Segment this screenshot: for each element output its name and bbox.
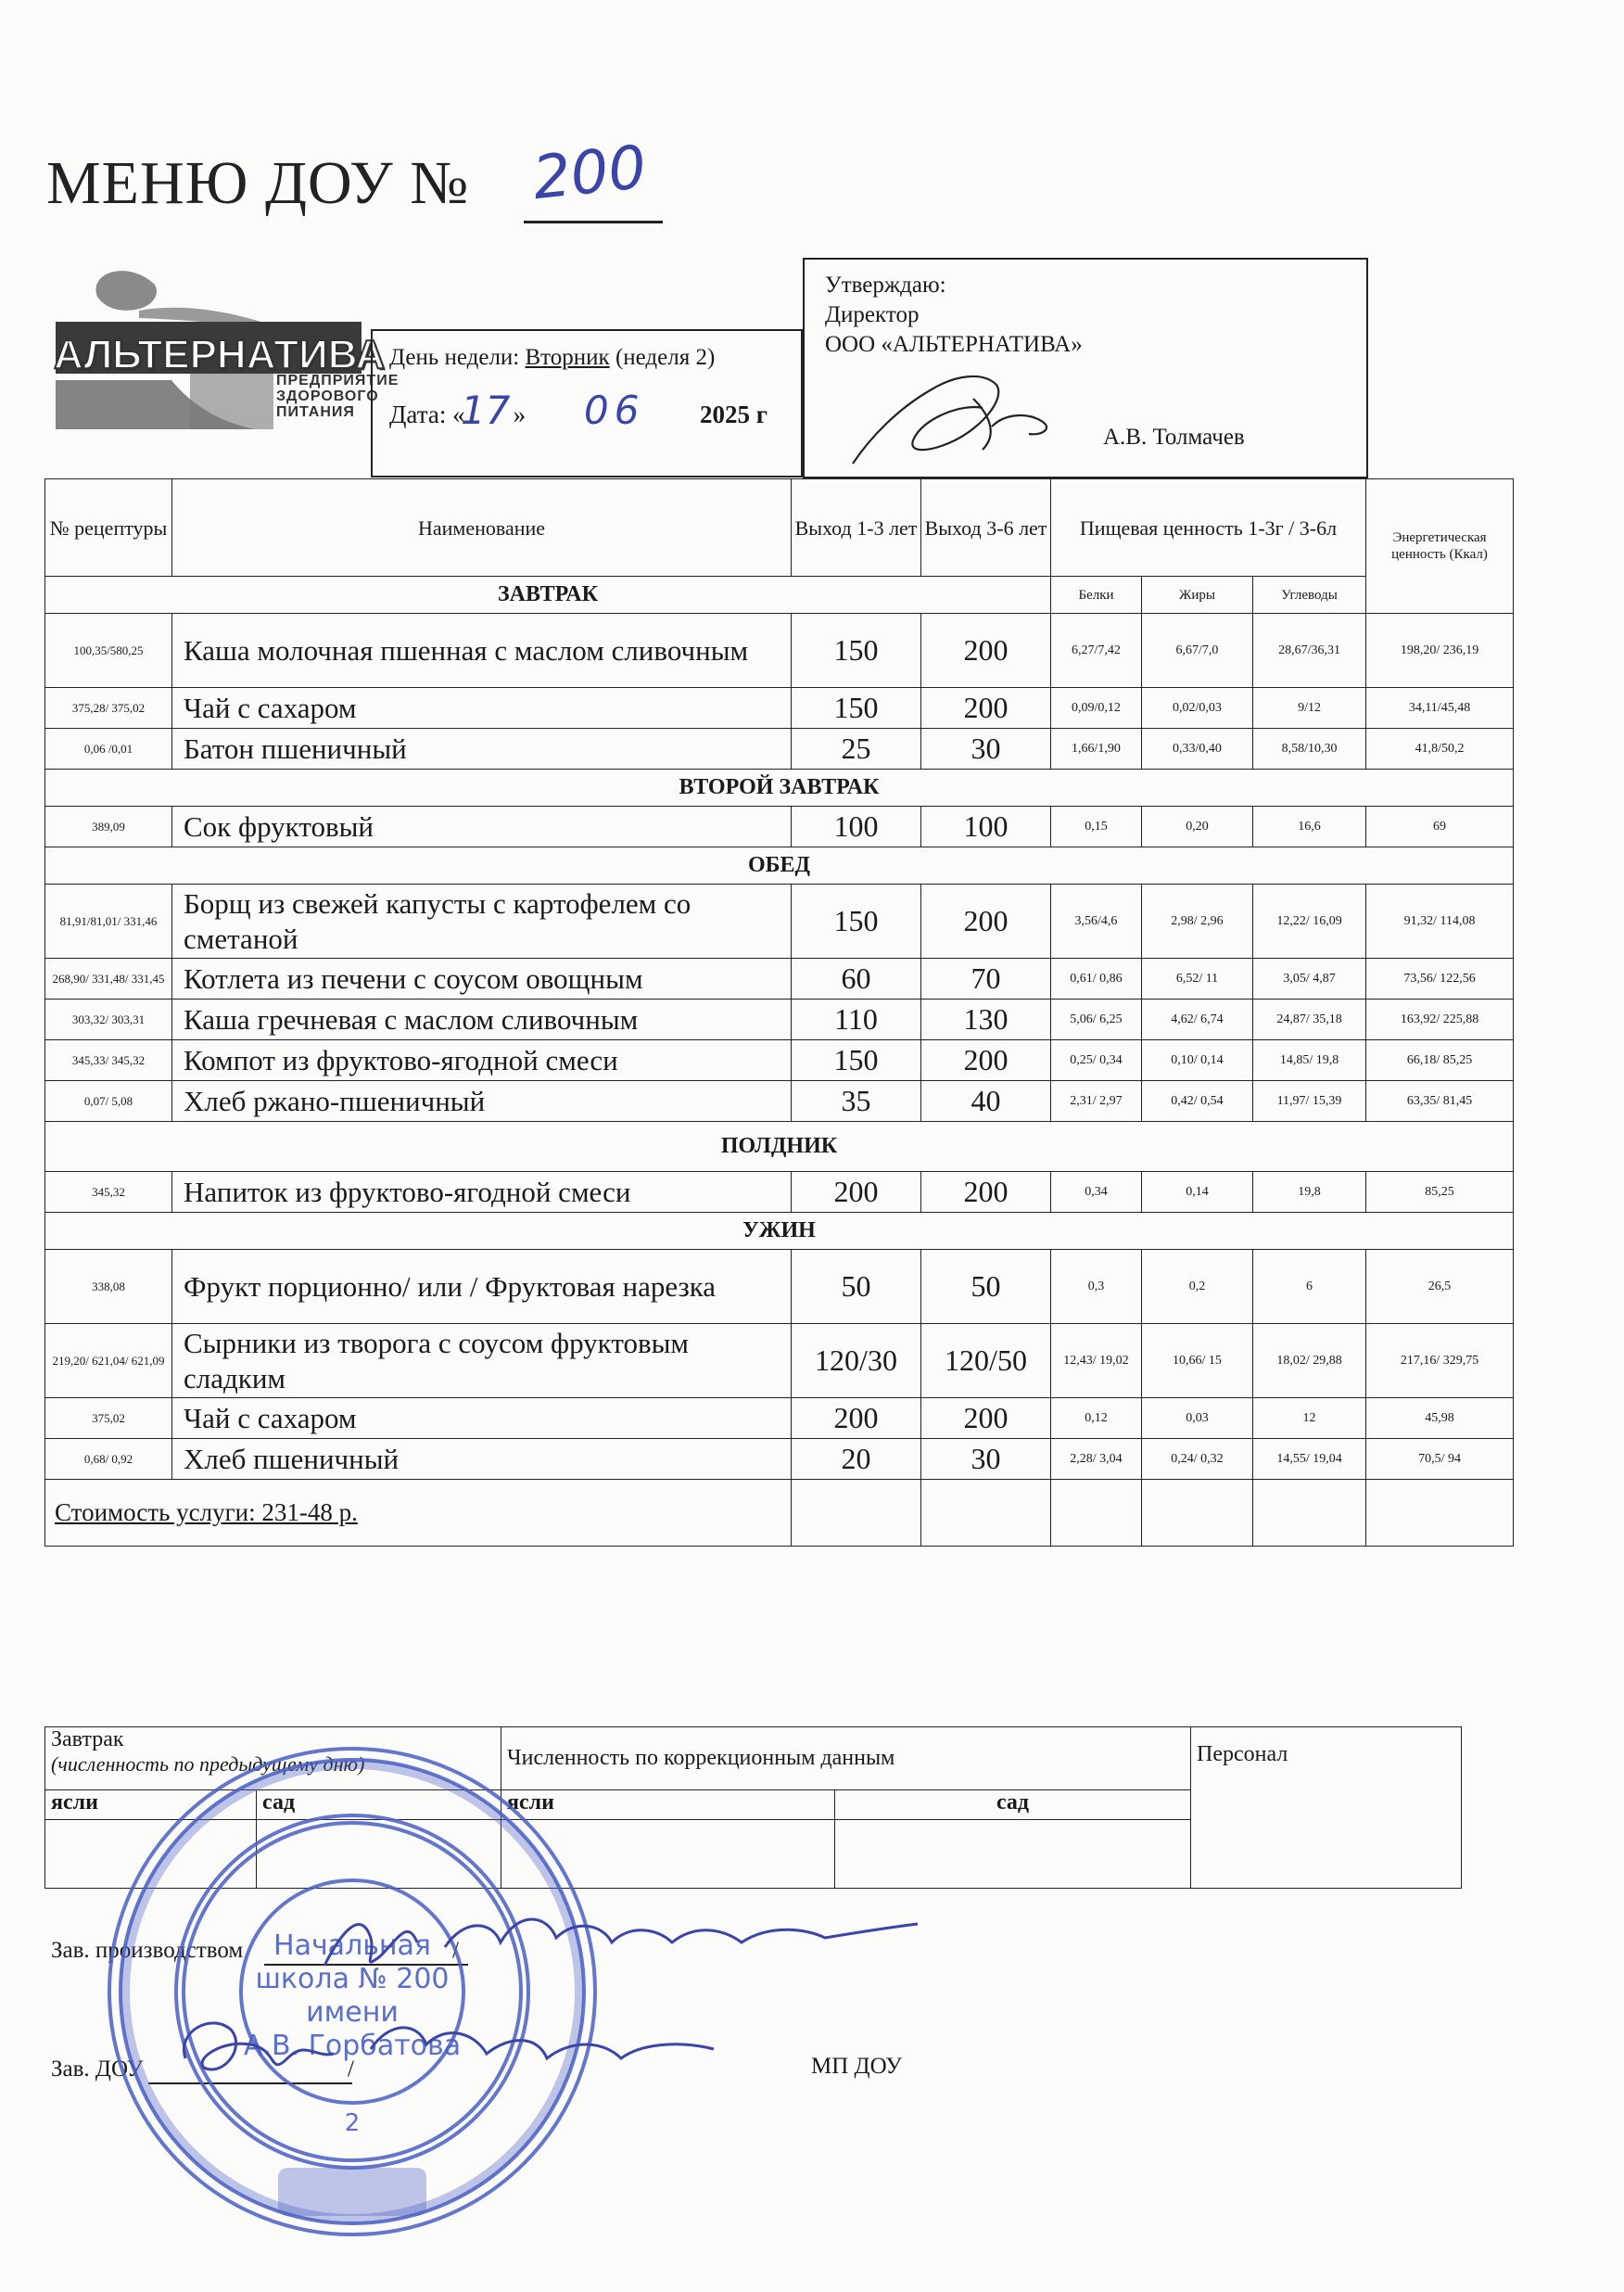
energy-value: 91,32/ 114,08 <box>1366 885 1514 959</box>
dish-name: Фрукт порционно/ или / Фруктовая нарезка <box>172 1250 792 1324</box>
proteins-value: 6,27/7,42 <box>1051 614 1142 688</box>
yield-big: 30 <box>921 729 1051 770</box>
carbs-value: 28,67/36,31 <box>1253 614 1366 688</box>
dish-name: Компот из фруктово-ягодной смеси <box>172 1040 792 1081</box>
carbs-value: 8,58/10,30 <box>1253 729 1366 770</box>
stamp-text-line: школа № 200 <box>255 1963 450 1995</box>
day-of-week <box>389 345 715 371</box>
day-label: День недели: <box>389 345 520 370</box>
menu-item-row <box>45 1040 1514 1081</box>
seal-place-label: МП ДОУ <box>811 2054 902 2079</box>
logo-subtitle-line: ЗДОРОВОГО <box>276 388 379 404</box>
yield-big: 100 <box>921 807 1051 847</box>
yield-small: 20 <box>792 1439 921 1480</box>
fats-value: 0,10/ 0,14 <box>1142 1040 1253 1081</box>
yield-small: 60 <box>792 959 921 1000</box>
correction-count-title: Численность по коррекционным данным <box>501 1727 1191 1790</box>
fats-value: 0,20 <box>1142 807 1253 847</box>
menu-item-row <box>45 614 1514 688</box>
recipe-number: 100,35/580,25 <box>45 614 172 688</box>
dish-name: Чай с сахаром <box>172 1398 792 1439</box>
menu-item-row <box>45 885 1514 959</box>
staff-count-title: Персонал <box>1191 1727 1462 1889</box>
yield-small: 35 <box>792 1081 921 1122</box>
fats-value: 0,14 <box>1142 1172 1253 1213</box>
section-row <box>45 577 1514 614</box>
proteins-value: 0,61/ 0,86 <box>1051 959 1142 1000</box>
date-label: Дата: « <box>389 401 465 428</box>
director-signature <box>844 362 1066 473</box>
menu-number-underline <box>524 221 663 223</box>
section-row <box>45 1122 1514 1172</box>
recipe-number: 219,20/ 621,04/ 621,09 <box>45 1324 172 1398</box>
fats-value: 0,42/ 0,54 <box>1142 1081 1253 1122</box>
dish-name: Сок фруктовый <box>172 807 792 847</box>
logo-subtitle-line: ПРЕДПРИЯТИЕ <box>276 373 400 388</box>
dish-name: Каша гречневая с маслом сливочным <box>172 1000 792 1040</box>
yield-big: 200 <box>921 688 1051 729</box>
proteins-value: 3,56/4,6 <box>1051 885 1142 959</box>
header-yield-big: Выход 3-6 лет <box>921 479 1051 577</box>
menu-table <box>44 478 1514 1547</box>
correction-garden-value <box>835 1820 1191 1889</box>
dish-name: Батон пшеничный <box>172 729 792 770</box>
breakfast-count-note: (численность по предыдущему дню) <box>51 1752 365 1776</box>
dish-name: Чай с сахаром <box>172 688 792 729</box>
header-proteins: Белки <box>1051 577 1142 614</box>
fats-value: 6,52/ 11 <box>1142 959 1253 1000</box>
week-number: (неделя 2) <box>615 345 716 370</box>
yield-big: 120/50 <box>921 1324 1051 1398</box>
section-title: УЖИН <box>45 1213 1514 1250</box>
energy-value: 34,11/45,48 <box>1366 688 1514 729</box>
production-head-signature <box>306 1891 936 1993</box>
proteins-value: 2,28/ 3,04 <box>1051 1439 1142 1480</box>
empty-cell <box>1142 1480 1253 1547</box>
header-nutrition: Пищевая ценность 1-3г / 3-6л <box>1051 479 1366 577</box>
fats-value: 4,62/ 6,74 <box>1142 1000 1253 1040</box>
logo-subtitle-line: ПИТАНИЯ <box>276 404 355 420</box>
dou-head-label: Зав. ДОУ <box>51 2056 144 2082</box>
service-cost: Стоимость услуги: 231-48 р. <box>45 1480 792 1547</box>
empty-cell <box>1253 1480 1366 1547</box>
proteins-value: 0,25/ 0,34 <box>1051 1040 1142 1081</box>
energy-value: 73,56/ 122,56 <box>1366 959 1514 1000</box>
proteins-value: 2,31/ 2,97 <box>1051 1081 1142 1122</box>
date-month-handwritten: 06 <box>584 388 645 433</box>
dish-name: Хлеб пшеничный <box>172 1439 792 1480</box>
cost-row <box>45 1480 1514 1547</box>
menu-item-row <box>45 807 1514 847</box>
approval-line: Директор <box>825 302 920 327</box>
approval-text <box>825 271 1083 360</box>
dish-name: Хлеб ржано-пшеничный <box>172 1081 792 1122</box>
stamp-text-line: имени <box>306 1996 399 2029</box>
energy-value: 70,5/ 94 <box>1366 1439 1514 1480</box>
recipe-number: 375,02 <box>45 1398 172 1439</box>
recipe-number: 345,33/ 345,32 <box>45 1040 172 1081</box>
menu-item-row <box>45 1081 1514 1122</box>
carbs-value: 18,02/ 29,88 <box>1253 1324 1366 1398</box>
menu-table-body <box>45 479 1514 1547</box>
carbs-value: 11,97/ 15,39 <box>1253 1081 1366 1122</box>
proteins-value: 1,66/1,90 <box>1051 729 1142 770</box>
production-head-label: Зав. производством <box>51 1938 244 1963</box>
carbs-value: 19,8 <box>1253 1172 1366 1213</box>
section-row <box>45 770 1514 807</box>
yield-small: 150 <box>792 1040 921 1081</box>
recipe-number: 389,09 <box>45 807 172 847</box>
energy-value: 66,18/ 85,25 <box>1366 1040 1514 1081</box>
menu-item-row <box>45 1324 1514 1398</box>
fats-value: 0,33/0,40 <box>1142 729 1253 770</box>
fats-value: 0,24/ 0,32 <box>1142 1439 1253 1480</box>
yield-small: 100 <box>792 807 921 847</box>
section-title: ВТОРОЙ ЗАВТРАК <box>45 770 1514 807</box>
carbs-value: 14,85/ 19,8 <box>1253 1040 1366 1081</box>
logo-wordmark: АЛЬТЕРНАТИВА <box>54 332 386 377</box>
header-energy: Энергетическая ценность (Ккал) <box>1366 479 1514 614</box>
menu-number-handwritten: 200 <box>529 133 650 214</box>
fats-value: 2,98/ 2,96 <box>1142 885 1253 959</box>
energy-value: 69 <box>1366 807 1514 847</box>
yield-small: 200 <box>792 1398 921 1439</box>
empty-cell <box>1366 1480 1514 1547</box>
header-name: Наименование <box>172 479 792 577</box>
dish-name: Каша молочная пшенная с маслом сливочным <box>172 614 792 688</box>
section-title: ПОЛДНИК <box>45 1122 1514 1172</box>
yield-small: 110 <box>792 1000 921 1040</box>
menu-item-row <box>45 959 1514 1000</box>
yield-big: 30 <box>921 1439 1051 1480</box>
logo-subtitle <box>276 373 400 420</box>
director-name: А.В. Толмачев <box>1103 425 1245 450</box>
approval-line: ООО «АЛЬТЕРНАТИВА» <box>825 332 1083 357</box>
menu-item-row <box>45 1000 1514 1040</box>
header-recipe: № рецептуры <box>45 479 172 577</box>
date-day-handwritten: 17 <box>461 388 511 433</box>
menu-item-row <box>45 729 1514 770</box>
proteins-value: 0,3 <box>1051 1250 1142 1324</box>
fats-value: 0,03 <box>1142 1398 1253 1439</box>
breakfast-count-title: Завтрак <box>51 1727 124 1751</box>
energy-value: 41,8/50,2 <box>1366 729 1514 770</box>
page-title: МЕНЮ ДОУ № <box>46 149 470 217</box>
energy-value: 45,98 <box>1366 1398 1514 1439</box>
energy-value: 63,35/ 81,45 <box>1366 1081 1514 1122</box>
fats-value: 0,02/0,03 <box>1142 688 1253 729</box>
yield-big: 200 <box>921 1398 1051 1439</box>
stamp-text-line: Начальная <box>273 1929 431 1962</box>
recipe-number: 338,08 <box>45 1250 172 1324</box>
fats-value: 6,67/7,0 <box>1142 614 1253 688</box>
recipe-number: 0,68/ 0,92 <box>45 1439 172 1480</box>
production-slash: / <box>452 1938 459 1963</box>
dish-name: Сырники из творога с соусом фруктовым сладким <box>172 1324 792 1398</box>
energy-value: 26,5 <box>1366 1250 1514 1324</box>
yield-small: 150 <box>792 885 921 959</box>
carbs-value: 3,05/ 4,87 <box>1253 959 1366 1000</box>
dish-name: Напиток из фруктово-ягодной смеси <box>172 1172 792 1213</box>
energy-value: 163,92/ 225,88 <box>1366 1000 1514 1040</box>
carbs-value: 16,6 <box>1253 807 1366 847</box>
fats-value: 0,2 <box>1142 1250 1253 1324</box>
yield-big: 40 <box>921 1081 1051 1122</box>
yield-big: 200 <box>921 1172 1051 1213</box>
yield-small: 120/30 <box>792 1324 921 1398</box>
recipe-number: 0,06 /0,01 <box>45 729 172 770</box>
dish-name: Борщ из свежей капусты с картофелем со сметаной <box>172 885 792 959</box>
yield-big: 200 <box>921 1040 1051 1081</box>
empty-cell <box>792 1480 921 1547</box>
header-fats: Жиры <box>1142 577 1253 614</box>
carbs-value: 6 <box>1253 1250 1366 1324</box>
proteins-value: 0,34 <box>1051 1172 1142 1213</box>
breakfast-garden-label: сад <box>257 1790 501 1820</box>
recipe-number: 303,32/ 303,31 <box>45 1000 172 1040</box>
carbs-value: 9/12 <box>1253 688 1366 729</box>
yield-big: 50 <box>921 1250 1051 1324</box>
energy-value: 85,25 <box>1366 1172 1514 1213</box>
proteins-value: 0,15 <box>1051 807 1142 847</box>
menu-item-row <box>45 1172 1514 1213</box>
yield-big: 200 <box>921 885 1051 959</box>
breakfast-nursery-label: ясли <box>45 1790 257 1820</box>
yield-small: 200 <box>792 1172 921 1213</box>
stamp-number: 2 <box>344 2109 361 2137</box>
header-carbs: Углеводы <box>1253 577 1366 614</box>
day-value: Вторник <box>525 345 610 370</box>
section-row <box>45 847 1514 885</box>
date-year: 2025 г <box>700 401 768 428</box>
yield-small: 50 <box>792 1250 921 1324</box>
yield-small: 150 <box>792 688 921 729</box>
empty-cell <box>921 1480 1051 1547</box>
recipe-number: 345,32 <box>45 1172 172 1213</box>
dish-name: Котлета из печени с соусом овощным <box>172 959 792 1000</box>
carbs-value: 14,55/ 19,04 <box>1253 1439 1366 1480</box>
yield-big: 70 <box>921 959 1051 1000</box>
table-header-row <box>45 479 1514 577</box>
carbs-value: 12 <box>1253 1398 1366 1439</box>
yield-big: 200 <box>921 614 1051 688</box>
yield-small: 150 <box>792 614 921 688</box>
proteins-value: 0,09/0,12 <box>1051 688 1142 729</box>
proteins-value: 0,12 <box>1051 1398 1142 1439</box>
proteins-value: 5,06/ 6,25 <box>1051 1000 1142 1040</box>
date-close-quote: » <box>513 401 527 428</box>
yield-big: 130 <box>921 1000 1051 1040</box>
dou-head-signature <box>158 2003 732 2095</box>
approval-line: Утверждаю: <box>825 273 946 298</box>
fats-value: 10,66/ 15 <box>1142 1324 1253 1398</box>
menu-item-row <box>45 1250 1514 1324</box>
menu-item-row <box>45 688 1514 729</box>
recipe-number: 268,90/ 331,48/ 331,45 <box>45 959 172 1000</box>
header-yield-small: Выход 1-3 лет <box>792 479 921 577</box>
dou-slash: / <box>348 2056 354 2082</box>
menu-item-row <box>45 1398 1514 1439</box>
proteins-value: 12,43/ 19,02 <box>1051 1324 1142 1398</box>
recipe-number: 375,28/ 375,02 <box>45 688 172 729</box>
menu-item-row <box>45 1439 1514 1480</box>
empty-cell <box>1051 1480 1142 1547</box>
carbs-value: 12,22/ 16,09 <box>1253 885 1366 959</box>
yield-small: 25 <box>792 729 921 770</box>
correction-garden-label: сад <box>835 1790 1191 1820</box>
energy-value: 198,20/ 236,19 <box>1366 614 1514 688</box>
stamp-text-line: А.В. Горбатова <box>243 2030 462 2062</box>
energy-value: 217,16/ 329,75 <box>1366 1324 1514 1398</box>
carbs-value: 24,87/ 35,18 <box>1253 1000 1366 1040</box>
recipe-number: 0,07/ 5,08 <box>45 1081 172 1122</box>
section-row <box>45 1213 1514 1250</box>
section-title: ОБЕД <box>45 847 1514 885</box>
section-title: ЗАВТРАК <box>45 577 1051 614</box>
recipe-number: 81,91/81,01/ 331,46 <box>45 885 172 959</box>
correction-nursery-label: ясли <box>501 1790 835 1820</box>
